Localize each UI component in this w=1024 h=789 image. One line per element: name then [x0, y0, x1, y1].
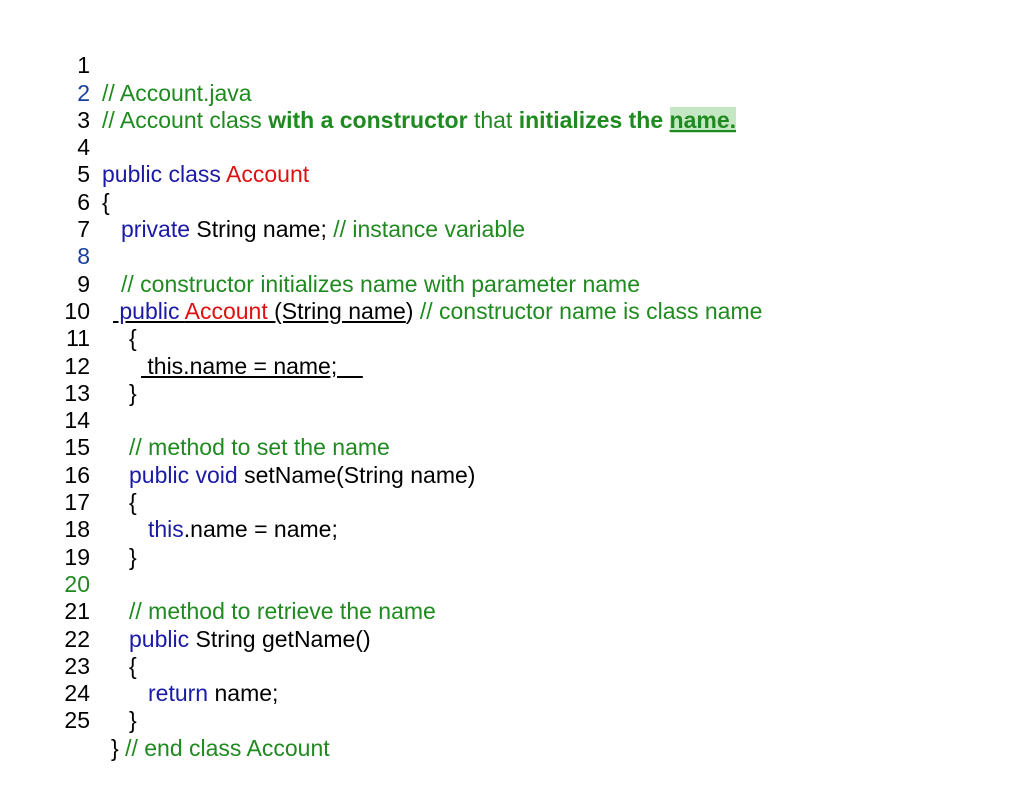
- code-text: .name = name;: [183, 516, 338, 543]
- comment-text: // Account class: [102, 106, 269, 133]
- line-content: }: [129, 379, 137, 406]
- comment-text: // constructor name is class name: [419, 297, 763, 324]
- line-number: 19: [64, 543, 90, 570]
- comment-text: // Account.java: [102, 79, 252, 106]
- line-content: }: [129, 543, 137, 570]
- class-name-text: Account: [184, 297, 275, 324]
- line-number: 17: [64, 489, 90, 516]
- line-number: 20: [64, 570, 90, 597]
- line-number: 23: [64, 652, 90, 679]
- keyword-text: return: [148, 680, 209, 707]
- code-text: name;: [208, 680, 279, 707]
- code-line-4: [0, 107, 1024, 188]
- line-number: 2: [77, 79, 90, 106]
- comment-text: // method to retrieve the name: [129, 598, 436, 625]
- keyword-text: public class: [102, 161, 227, 188]
- highlighted-name-text: name.: [669, 106, 737, 133]
- code-line-13: [0, 353, 1024, 406]
- code-text: String name;: [190, 216, 334, 243]
- parameter-text: (String name: [274, 297, 406, 324]
- line-number: 13: [64, 379, 90, 406]
- code-text: ): [405, 297, 420, 324]
- line-number: 12: [64, 352, 90, 379]
- line-content: {: [129, 489, 137, 516]
- line-number: 18: [64, 516, 90, 543]
- line-number: 9: [77, 270, 90, 297]
- code-line-6: [0, 161, 1024, 243]
- comment-text: // end class Account: [118, 734, 330, 761]
- code-text: String getName(): [189, 625, 371, 652]
- line-content: }: [129, 707, 137, 734]
- line-number: 16: [64, 461, 90, 488]
- line-number: 21: [64, 598, 90, 625]
- line-number: 6: [77, 188, 90, 215]
- line-number: 5: [77, 161, 90, 188]
- class-name-text: Account: [226, 161, 310, 188]
- comment-text: // method to set the name: [129, 434, 390, 461]
- line-number: 10: [64, 297, 90, 324]
- line-content: {: [102, 188, 110, 215]
- code-line-19: [0, 516, 1024, 570]
- keyword-text: public void: [129, 461, 238, 488]
- line-number: 25: [64, 707, 90, 734]
- line-number: 8: [77, 243, 90, 270]
- line-content: {: [129, 325, 137, 352]
- code-line-1: [0, 25, 1024, 106]
- code-text: }: [111, 734, 119, 761]
- comment-bold-text: with a constructor: [268, 106, 468, 133]
- line-number: 11: [66, 325, 90, 352]
- comment-text: // instance variable: [333, 216, 526, 243]
- code-listing: [0, 25, 1024, 761]
- code-text: setName(String name): [237, 461, 476, 488]
- code-text: this.name = name;: [141, 352, 363, 379]
- comment-text: that: [467, 106, 519, 133]
- line-number: 1: [77, 52, 90, 79]
- code-line-8: [0, 216, 1024, 297]
- line-content: {: [129, 652, 137, 679]
- line-number: 22: [64, 625, 90, 652]
- keyword-text: this: [148, 516, 184, 543]
- code-line-25: [0, 680, 1024, 761]
- comment-bold-text: initializes the: [518, 106, 664, 133]
- line-number: 15: [64, 434, 90, 461]
- line-number: 4: [77, 134, 90, 161]
- keyword-text: public: [129, 625, 190, 652]
- line-number: 7: [77, 216, 90, 243]
- line-content: [111, 735, 330, 762]
- comment-text: // constructor initializes name with parameter name: [121, 270, 640, 297]
- keyword-text: public: [113, 297, 185, 324]
- keyword-text: private: [121, 216, 191, 243]
- line-number: 24: [64, 680, 90, 707]
- line-number: 3: [77, 106, 90, 133]
- line-number: 14: [64, 407, 90, 434]
